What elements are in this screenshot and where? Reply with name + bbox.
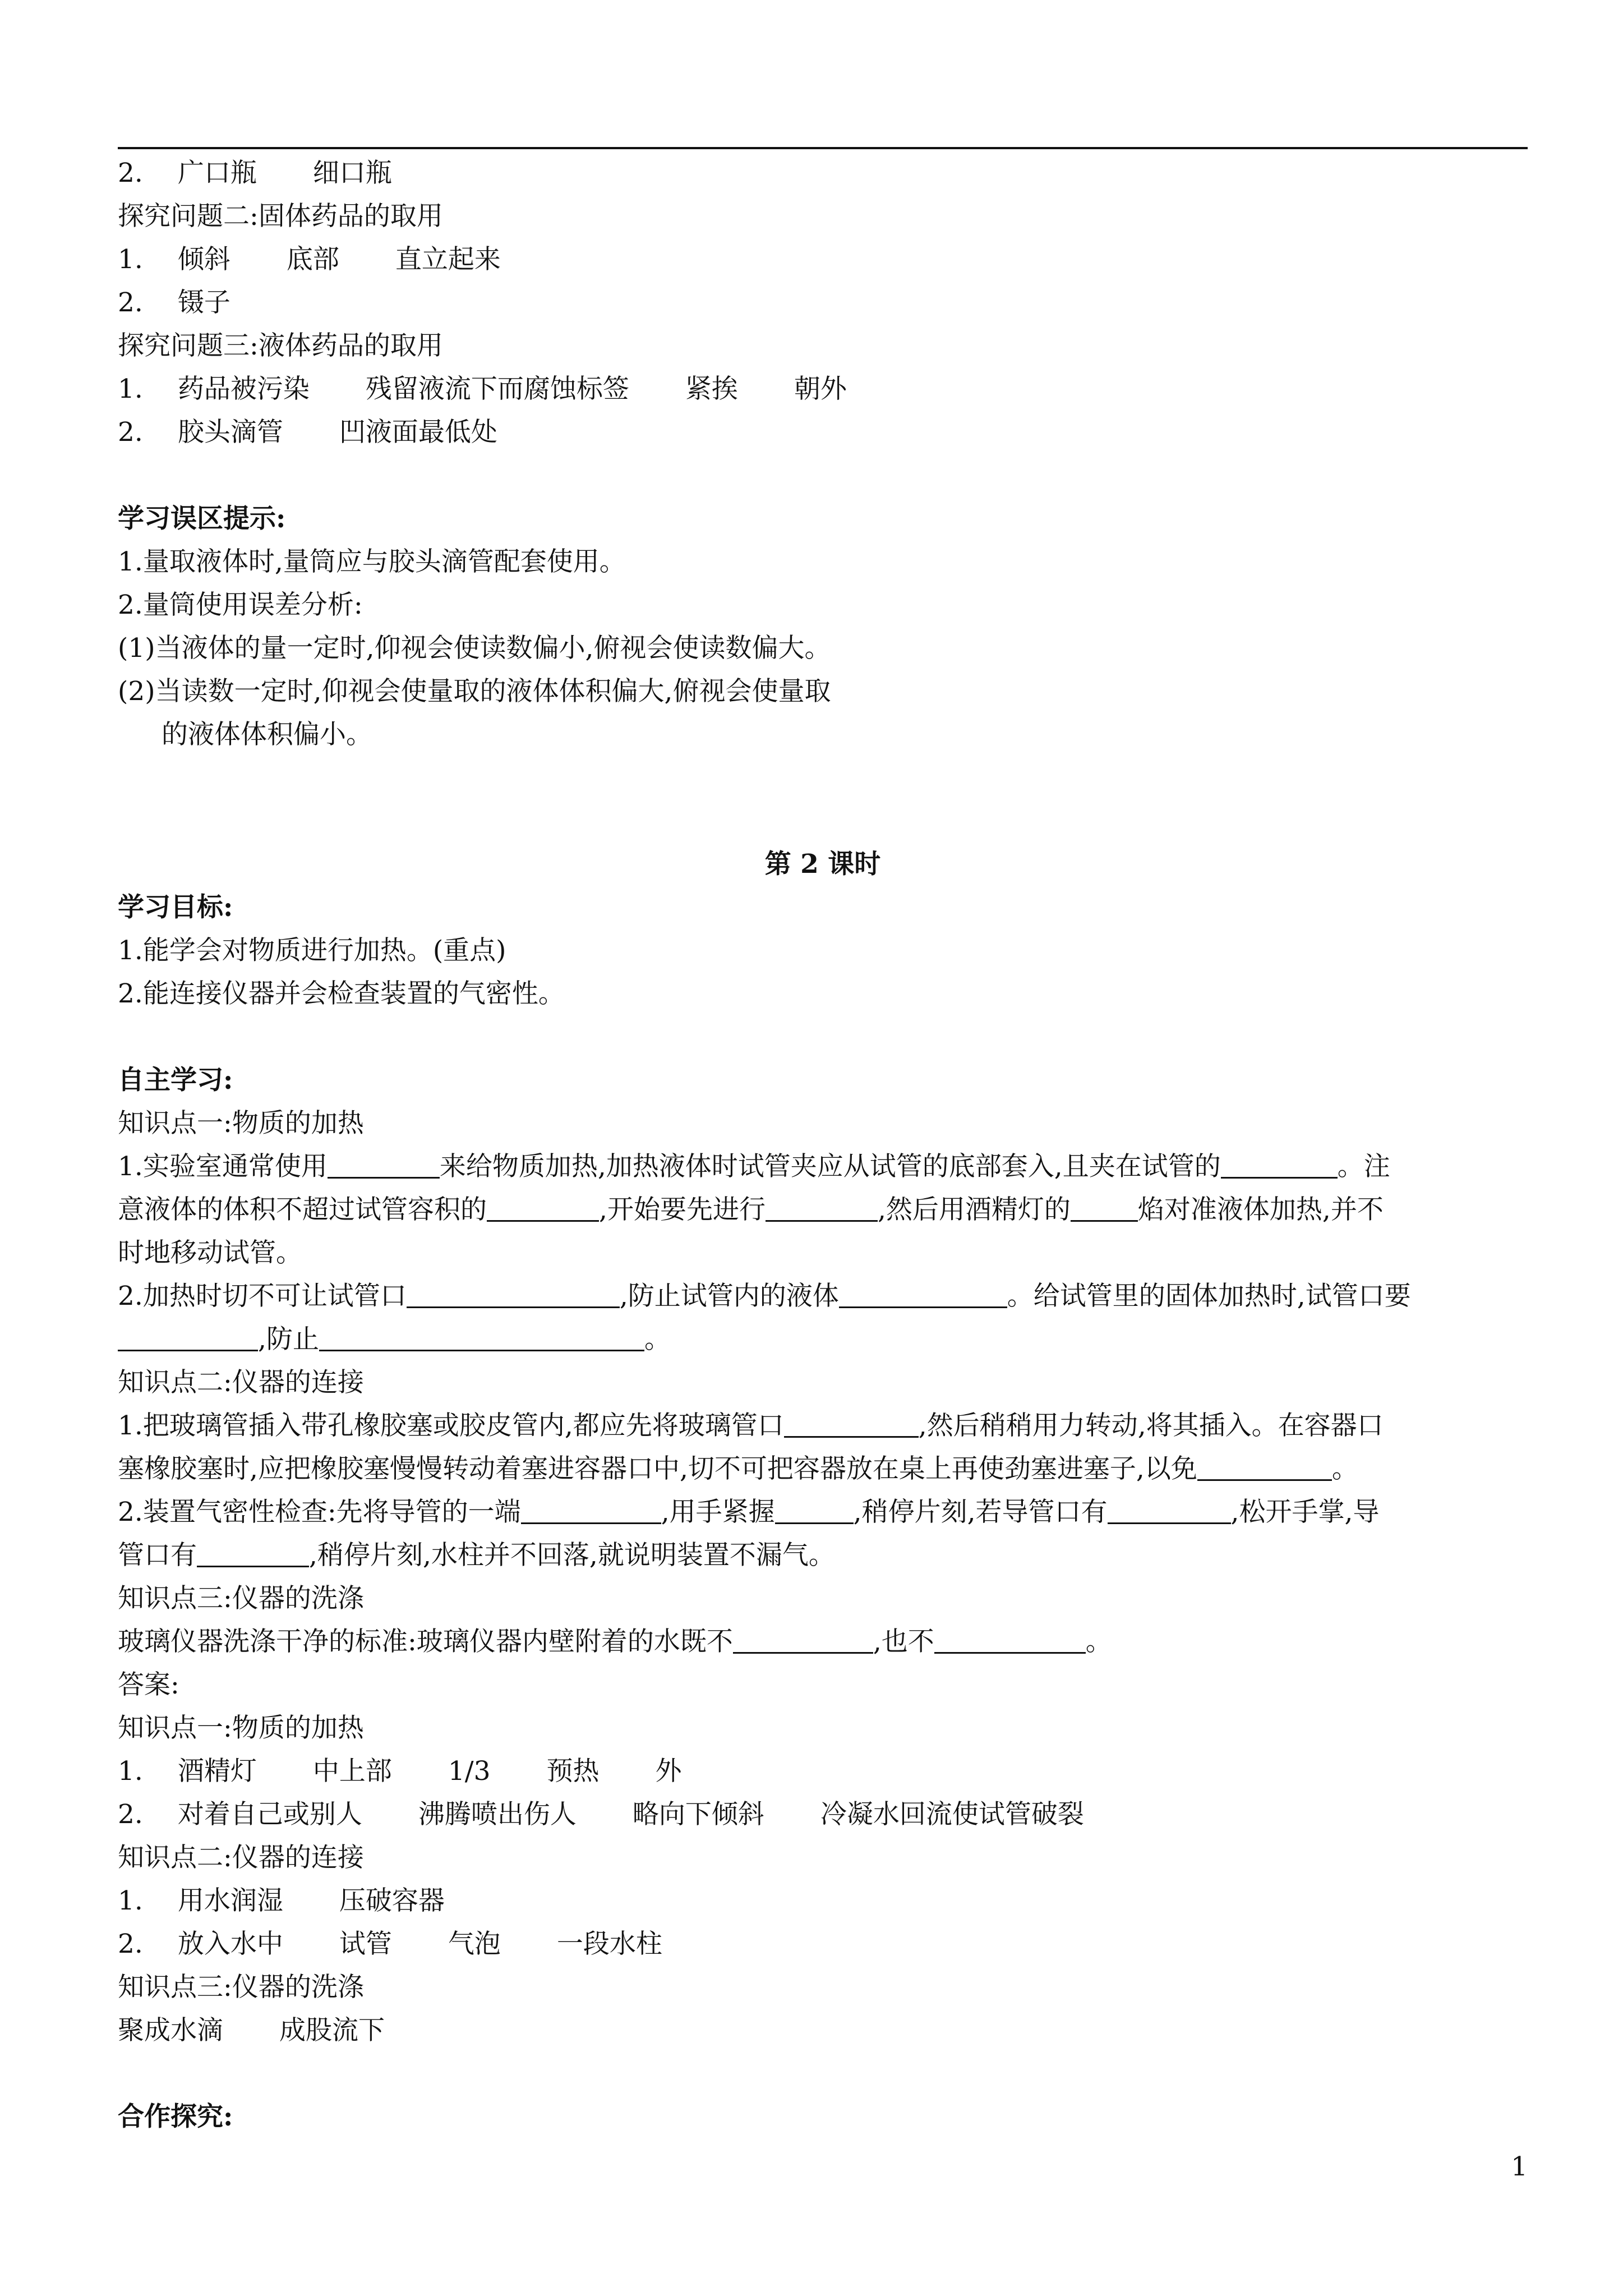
exercise-text: ,开始要先进行: [599, 1194, 766, 1225]
knowledge-point-title: 知识点二:仪器的连接: [118, 1842, 364, 1873]
exercise-text: ,稍停片刻,水柱并不回落,就说明装置不漏气。: [309, 1540, 835, 1571]
answer-item: 1/3: [448, 1756, 491, 1787]
fill-blank[interactable]: [328, 1148, 440, 1179]
exercise-text: 2.加热时切不可让试管口: [118, 1281, 407, 1312]
exercise-line: 时地移动试管。: [118, 1237, 302, 1268]
answer-line: [118, 2009, 1528, 2052]
mistake-line: 1.量取液体时,量筒应与胶头滴管配套使用。: [118, 546, 626, 577]
item-number: 1.: [118, 244, 143, 275]
answer-item: 外: [655, 1756, 682, 1787]
answer-item: 放入水中: [177, 1929, 283, 1959]
answer-line: [118, 1793, 1528, 1836]
answer-item: 中上部: [312, 1756, 392, 1787]
answer-item: 直立起来: [395, 244, 501, 275]
answer-item: 细口瓶: [312, 158, 392, 188]
exercise-text: 1.把玻璃管插入带孔橡胶塞或胶皮管内,都应先将玻璃管口: [118, 1410, 784, 1441]
item-number: 2.: [118, 417, 143, 448]
fill-blank[interactable]: [934, 1623, 1086, 1654]
mistake-line: (1)当液体的量一定时,仰视会使读数偏小,俯视会使读数偏大。: [118, 633, 831, 664]
section-title: 探究问题二:固体药品的取用: [118, 201, 443, 232]
answer-item: 一段水柱: [556, 1929, 662, 1959]
knowledge-point-title: 知识点三:仪器的洗涤: [118, 1583, 364, 1614]
exercise-line: [118, 1447, 1528, 1490]
exercise-line: [118, 1318, 1528, 1361]
answer-item: 用水润湿: [177, 1885, 283, 1916]
knowledge-point-title: 知识点二:仪器的连接: [118, 1367, 364, 1398]
header-rule: [118, 147, 1528, 149]
fill-blank[interactable]: [407, 1277, 620, 1308]
answer-line: [118, 367, 1528, 411]
answer-line: [118, 1750, 1528, 1793]
exercise-text: ,然后用酒精灯的: [877, 1194, 1071, 1225]
goal-item: 2.能连接仪器并会检查装置的气密性。: [118, 978, 565, 1009]
mistake-line: 2.量筒使用误差分析:: [118, 590, 363, 620]
fill-blank[interactable]: [1221, 1148, 1338, 1179]
fill-blank[interactable]: [118, 1320, 258, 1351]
answer-item: 朝外: [794, 374, 847, 404]
fill-blank[interactable]: [487, 1191, 599, 1222]
answer-item: 对着自己或别人: [177, 1799, 362, 1830]
exercise-text: 来给物质加热,加热液体时试管夹应从试管的底部套入,且夹在试管的: [439, 1151, 1221, 1182]
fill-blank[interactable]: [1197, 1450, 1332, 1481]
item-number: 2.: [118, 287, 143, 318]
answers-heading: 答案:: [118, 1669, 179, 1700]
answer-line: [118, 1922, 1528, 1966]
answer-item: 胶头滴管: [177, 417, 283, 448]
fill-blank[interactable]: [1108, 1493, 1231, 1524]
exercise-text: 意液体的体积不超过试管容积的: [118, 1194, 487, 1225]
answer-item: 残留液流下而腐蚀标签: [365, 374, 629, 404]
exercise-text: ,然后稍稍用力转动,将其插入。在容器口: [918, 1410, 1384, 1441]
mistake-line: (2)当读数一定时,仰视会使量取的液体体积偏大,俯视会使量取: [118, 676, 831, 707]
exercise-line: [118, 1490, 1528, 1534]
item-number: 1.: [118, 374, 143, 404]
knowledge-point-title: 知识点三:仪器的洗涤: [118, 1972, 364, 2003]
answer-item: 气泡: [448, 1929, 501, 1959]
answer-item: 凹液面最低处: [339, 417, 497, 448]
cooperate-heading: 合作探究:: [118, 2101, 233, 2132]
item-number: 1.: [118, 1756, 143, 1787]
exercise-text: 。: [1331, 1453, 1358, 1484]
fill-blank[interactable]: [1071, 1191, 1138, 1222]
exercise-text: ,用手紧握: [661, 1497, 775, 1527]
item-number: 2.: [118, 1929, 143, 1959]
fill-blank[interactable]: [775, 1493, 854, 1524]
exercise-text: 焰对准液体加热,并不: [1137, 1194, 1384, 1225]
exercise-text: 。给试管里的固体加热时,试管口要: [1007, 1281, 1411, 1312]
exercise-text: ,松开手掌,导: [1230, 1497, 1380, 1527]
exercise-text: 1.实验室通常使用: [118, 1151, 328, 1182]
answer-item: 酒精灯: [177, 1756, 257, 1787]
answer-item: 试管: [339, 1929, 392, 1959]
exercise-text: 管口有: [118, 1540, 197, 1571]
item-number: 2.: [118, 1799, 143, 1830]
answer-item: 倾斜: [177, 244, 230, 275]
answer-item: 略向下倾斜: [632, 1799, 764, 1830]
answer-item: 成股流下: [279, 2015, 385, 2046]
fill-blank[interactable]: [733, 1623, 873, 1654]
fill-blank[interactable]: [521, 1493, 661, 1524]
exercise-text: ,防止: [258, 1324, 319, 1355]
exercise-text: 。: [1085, 1626, 1112, 1657]
answer-item: 聚成水滴: [118, 2015, 223, 2046]
answer-line: [118, 281, 1528, 324]
knowledge-point-title: 知识点一:物质的加热: [118, 1713, 364, 1743]
answer-line: [118, 238, 1528, 281]
exercise-text: ,稍停片刻,若导管口有: [853, 1497, 1108, 1527]
fill-blank[interactable]: [319, 1320, 644, 1351]
self-study-heading: 自主学习:: [118, 1065, 233, 1096]
page-content: [118, 151, 1528, 2138]
goals-heading: 学习目标:: [118, 892, 233, 923]
exercise-text: 。注: [1337, 1151, 1390, 1182]
answer-line: [118, 1879, 1528, 1922]
answer-item: 紧挨: [685, 374, 738, 404]
exercise-line: [118, 1145, 1528, 1188]
mistakes-heading: 学习误区提示:: [118, 503, 286, 534]
fill-blank[interactable]: [784, 1407, 919, 1438]
exercise-text: 2.装置气密性检查:先将导管的一端: [118, 1497, 521, 1527]
exercise-text: ,防止试管内的液体: [619, 1281, 839, 1312]
exercise-line: [118, 1620, 1528, 1663]
exercise-line: [118, 1274, 1528, 1318]
fill-blank[interactable]: [197, 1536, 309, 1567]
knowledge-point-title: 知识点一:物质的加热: [118, 1108, 364, 1139]
exercise-text: 玻璃仪器洗涤干净的标准:玻璃仪器内壁附着的水既不: [118, 1626, 733, 1657]
answer-item: 预热: [546, 1756, 600, 1787]
exercise-text: ,也不: [873, 1626, 934, 1657]
answer-item: 底部: [286, 244, 339, 275]
fill-blank[interactable]: [766, 1191, 878, 1222]
answer-line: [118, 151, 1528, 195]
item-number: 1.: [118, 1885, 143, 1916]
section-title: 探究问题三:液体药品的取用: [118, 330, 443, 361]
goal-item: 1.能学会对物质进行加热。(重点): [118, 935, 506, 966]
answer-item: 广口瓶: [177, 158, 257, 188]
answer-item: 药品被污染: [177, 374, 310, 404]
exercise-line: [118, 1404, 1528, 1447]
mistake-line-continuation: 的液体体积偏小。: [162, 719, 372, 750]
answer-item: 压破容器: [339, 1885, 445, 1916]
answer-item: 冷凝水回流使试管破裂: [820, 1799, 1084, 1830]
answer-item: 镊子: [177, 287, 230, 318]
item-number: 2.: [118, 158, 143, 188]
fill-blank[interactable]: [839, 1277, 1007, 1308]
answer-item: 沸腾喷出伤人: [418, 1799, 577, 1830]
exercise-text: 。: [644, 1324, 671, 1355]
answer-line: [118, 411, 1528, 454]
exercise-text: 塞橡胶塞时,应把橡胶塞慢慢转动着塞进容器口中,切不可把容器放在桌上再使劲塞进塞子,以免: [118, 1453, 1197, 1484]
exercise-line: [118, 1534, 1528, 1577]
page-number: 1: [1511, 2151, 1528, 2182]
exercise-line: [118, 1188, 1528, 1231]
lesson-title: 第 2 课时: [764, 849, 881, 880]
